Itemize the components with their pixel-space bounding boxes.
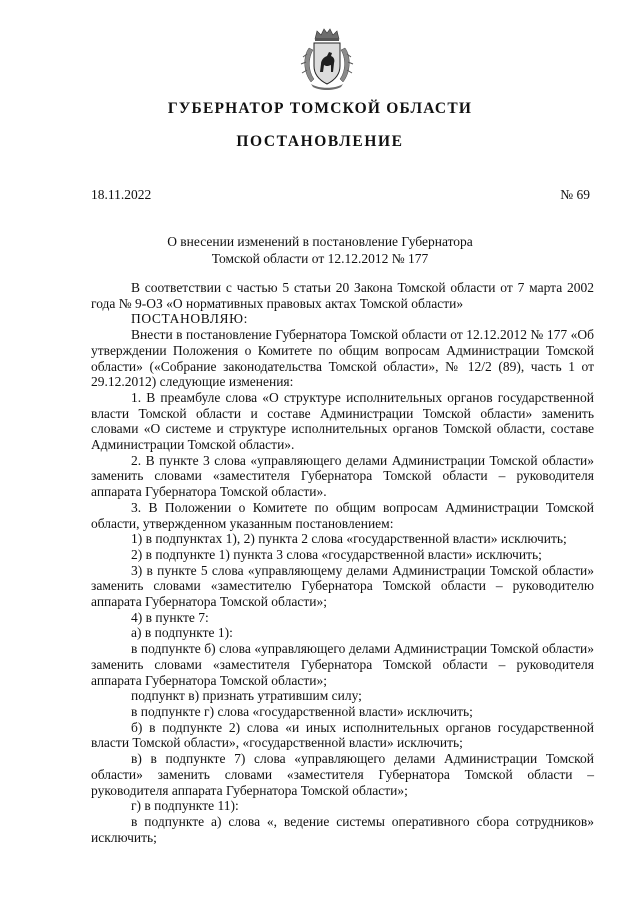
body-paragraph: г) в подпункте 11): [131,798,239,814]
document-body [91,280,594,845]
body-paragraph: 1. В преамбуле слова «О структуре исполнительных органов государственной власти Томской области и составе Администрации Томской области» заменить словами «О системе и структуре исполнительных органов Томской области, составе Администрации Томской области». [91,389,594,453]
body-paragraph: 2. В пункте 3 слова «управляющего делами Администрации Томской области» заменить словами «заместителя Губернатора Томской области – руководителя аппарата Губернатора Томской области». [91,452,594,500]
document-date: 18.11.2022 [91,187,152,202]
body-paragraph-decree: ПОСТАНОВЛЯЮ: [131,311,248,327]
body-paragraph: а) в подпункте 1): [131,625,233,641]
body-paragraph: б) в подпункте 2) слова «и иных исполнительных органов государственной власти Томской области», «государственной власти» исключить; [91,719,594,751]
body-paragraph: в) в подпункте 7) слова «управляющего делами Администрации Томской области» заменить словами «заместителя Губернатора Томской области – руководителя аппарата Губернатора Томской области»; [91,751,594,798]
document-subject [0,233,640,267]
document-number: № 69 [560,187,590,202]
body-paragraph: 3) в пункте 5 слова «управляющему делами Администрации Томской области» заменить словами «заместителю Губернатора Томской области – руководителю аппарата Губернатора Томской области»; [91,562,594,610]
body-paragraph: в подпункте а) слова «, ведение системы оперативного сбора сотрудников» исключить; [91,813,594,845]
subject-line-1: О внесении изменений в постановление Губернатора [167,234,473,249]
body-paragraph: в подпункте г) слова «государственной власти» исключить; [131,703,473,719]
document-type-heading: ПОСТАНОВЛЕНИЕ [236,133,404,150]
body-paragraph: 1) в подпунктах 1), 2) пункта 2 слова «государственной власти» исключить; [131,531,567,547]
body-paragraph: В соответствии с частью 5 статьи 20 Закона Томской области от 7 марта 2002 года № 9-ОЗ «О нормативных правовых актах Томской области» [91,280,594,311]
subject-line-2: Томской области от 12.12.2012 № 177 [211,251,429,266]
body-paragraph: 3. В Положении о Комитете по общим вопросам Администрации Томской области, утвержденном указанным постановлением: [91,499,594,531]
coat-of-arms-emblem [299,26,355,92]
body-paragraph: 2) в подпункте 1) пункта 3 слова «государственной власти» исключить; [131,546,542,562]
body-paragraph: в подпункте б) слова «управляющего делами Администрации Томской области» заменить словами «заместителя Губернатора Томской области – руководителя аппарата Губернатора Томской области»; [91,641,594,688]
body-paragraph: подпункт в) признать утратившим силу; [131,688,362,704]
body-paragraph: Внести в постановление Губернатора Томской области от 12.12.2012 № 177 «Об утверждении Положения о Комитете по общим вопросам Администрации Томской области» («Собрание законодательства Томской области», № 12/2 (89), часть 1 от 29.12.2012) следующие изменения: [91,327,594,390]
document-issuer-title: ГУБЕРНАТОР ТОМСКОЙ ОБЛАСТИ [167,100,473,117]
body-paragraph: 4) в пункте 7: [131,609,209,625]
